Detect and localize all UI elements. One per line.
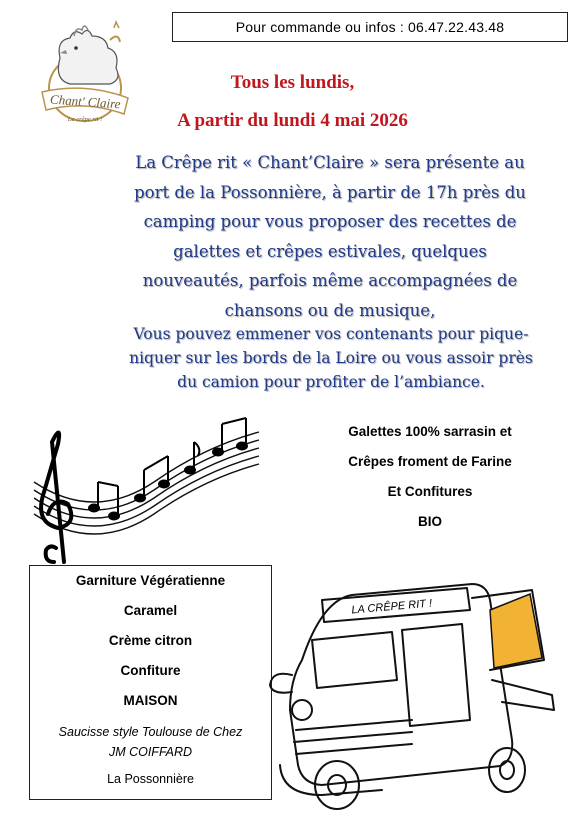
products-list (300, 420, 560, 540)
garnish-location: La Possonnière (107, 772, 194, 786)
intro-line: nouveautés, parfois même accompagnées de (142, 271, 518, 290)
garnish-item: Caramel (123, 603, 178, 618)
contact-text: Pour commande ou infos : 06.47.22.43.48 (235, 19, 505, 35)
intro-line: La Crêpe rit « Chant’Claire » sera présente au (135, 153, 525, 172)
garnish-item: Confiture (120, 663, 181, 678)
sausage-line1: Saucisse style Toulouse de Chez (58, 725, 243, 739)
intro-line: galettes et crêpes estivales, quelques (173, 241, 487, 261)
intro-line: chansons ou de musique, (224, 300, 436, 320)
product-line: BIO (417, 514, 442, 529)
intro-paragraph (100, 148, 560, 325)
garnish-item: MAISON (123, 693, 178, 708)
headline-line1: Tous les lundis, (230, 72, 355, 93)
intro-line: camping pour vous proposer des recettes de (143, 212, 517, 231)
contact-box (172, 12, 568, 42)
logo-name: Chant' Claire (49, 91, 122, 112)
logo-tagline: La crêpe rit ! (67, 116, 103, 123)
product-line: Et Confitures (387, 484, 473, 499)
invite-line: du camion pour profiter de l’ambiance. (177, 373, 485, 391)
sausage-line2: JM COIFFARD (108, 745, 193, 759)
garnish-item: Garniture Végératienne (75, 573, 226, 588)
treble-clef-notes-icon (14, 412, 266, 572)
invite-line: Vous pouvez emmener vos contenants pour pique- (133, 325, 529, 343)
headline-line2: A partir du lundi 4 mai 2026 (177, 110, 408, 131)
invite-paragraph (92, 322, 570, 394)
truck-sign: LA CRÊPE RIT ! (350, 597, 433, 617)
product-line: Crêpes froment de Farine (348, 454, 512, 469)
intro-line: port de la Possonnière, à partir de 17h près du (134, 182, 526, 202)
food-truck-illustration (262, 570, 568, 820)
garnish-item: Crème citron (108, 633, 193, 648)
garnish-box (29, 565, 272, 800)
product-line: Galettes 100% sarrasin et (348, 424, 512, 439)
invite-line: niquer sur les bords de la Loire ou vous assoir près (129, 349, 533, 367)
